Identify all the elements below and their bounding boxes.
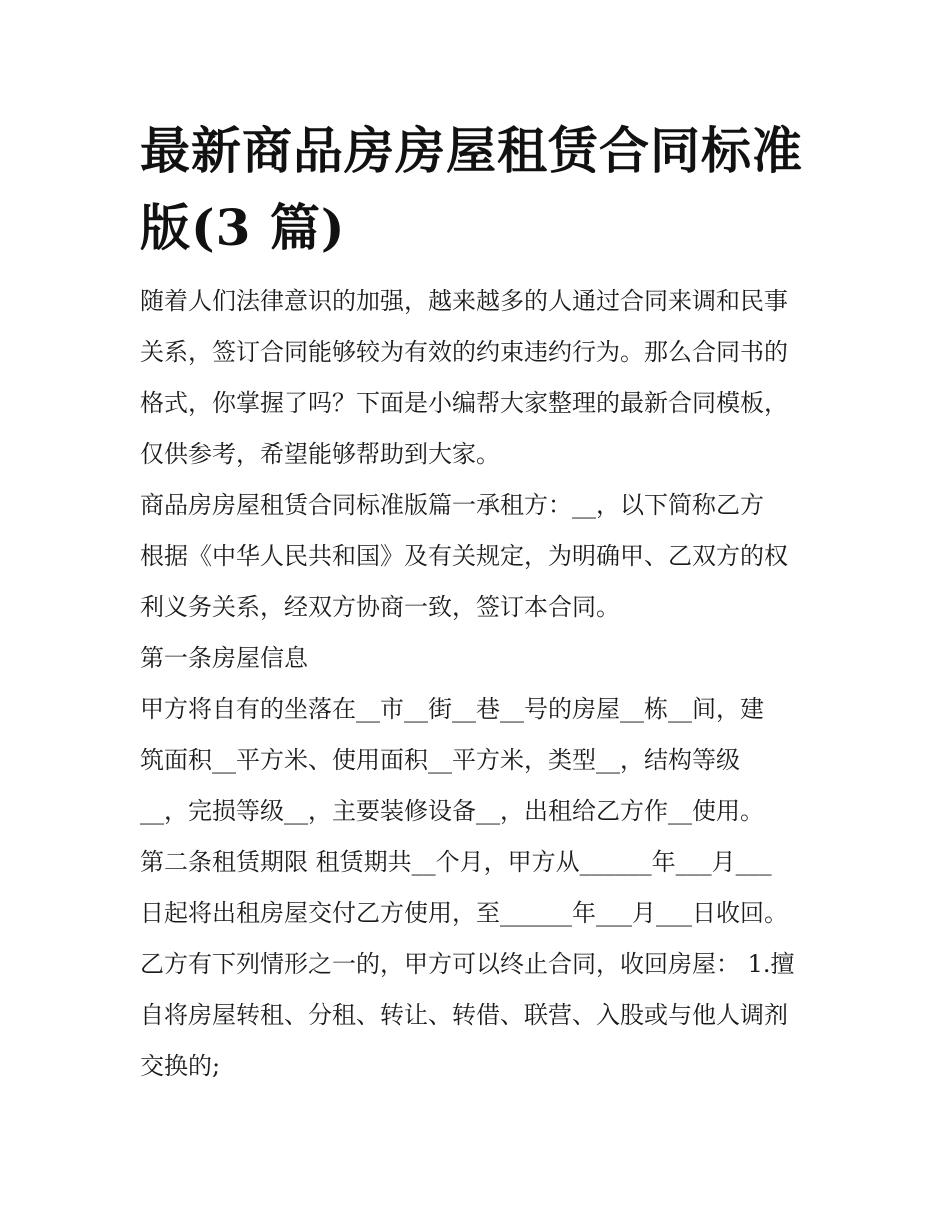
body-line: 第二条租赁期限 租赁期共__个月，甲方从______年___月___ xyxy=(140,848,772,876)
body-line: 交换的; xyxy=(140,1052,221,1080)
title-line: 版(3 篇) xyxy=(140,198,346,257)
body-line: 日起将出租房屋交付乙方使用，至______年___月___日收回。 xyxy=(140,899,788,927)
document-title xyxy=(140,112,820,266)
body-line: 利义务关系，经双方协商一致，签订本合同。 xyxy=(140,593,620,621)
body-line: 甲方将自有的坐落在__市__街__巷__号的房屋__栋__间，建 xyxy=(140,695,764,723)
body-line: 乙方有下列情形之一的，甲方可以终止合同，收回房屋： 1.擅 xyxy=(140,950,795,978)
document-body xyxy=(140,276,820,1092)
section-heading: 第一条房屋信息 xyxy=(140,644,308,672)
body-line: 格式，你掌握了吗？下面是小编帮大家整理的最新合同模板， xyxy=(140,389,788,417)
body-line: 筑面积__平方米、使用面积__平方米，类型__，结构等级 xyxy=(140,746,740,774)
body-line: 商品房房屋租赁合同标准版篇一承租方：__，以下简称乙方 xyxy=(140,491,764,519)
body-line: 随着人们法律意识的加强，越来越多的人通过合同来调和民事 xyxy=(140,287,788,315)
body-line: 仅供参考，希望能够帮助到大家。 xyxy=(140,440,500,468)
body-line: 自将房屋转租、分租、转让、转借、联营、入股或与他人调剂 xyxy=(140,1001,788,1029)
title-line: 最新商品房房屋租赁合同标准 xyxy=(140,121,803,180)
body-line: 根据《中华人民共和国》及有关规定，为明确甲、乙双方的权 xyxy=(140,542,788,570)
body-line: 关系，签订合同能够较为有效的约束违约行为。那么合同书的 xyxy=(140,338,788,366)
body-line: __，完损等级__，主要装修设备__，出租给乙方作__使用。 xyxy=(140,797,764,825)
